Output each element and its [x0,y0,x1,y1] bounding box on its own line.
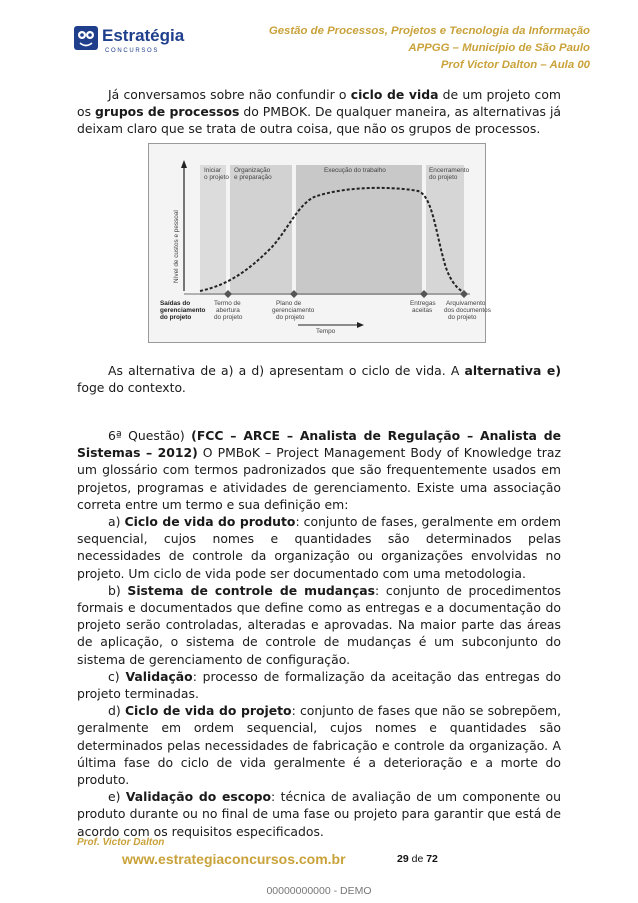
option-d: d) Ciclo de vida do projeto: conjunto de fases que não se sobrepõem, geralmente em ordem sequencial, cujos nomes e quantidades são determinados pelas necessidades de fabricação e controle da organização. A última fase do ciclo de vida geralmente é a deterioração e a morte do produto. [77,703,562,788]
estrategia-logo [74,22,204,56]
option-e: e) Validação do escopo: técnica de avaliação de um componente ou produto durante ou no final de uma fase ou projeto para garantir que está de acordo com os requisitos especificados. [77,789,561,839]
output-charter: Termo de abertura do projeto [214,300,243,321]
question-stem: 6ª Questão) (FCC – ARCE – Analista de Regulação – Analista de Sistemas – 2012) O PMBoK – Project Management Body of Knowledge traz um glossário com termos padronizados que são frequentemente usados em projetos, programas e atividades de gerenciamento. Existe uma associação correta entre um termo e sua definição em: [77,428,561,512]
brand-name: Estratégia [102,26,185,45]
phase-column-initiate [200,165,226,295]
phase-label-execute: Execução do trabalho [324,167,386,174]
outputs-label: Saídas do gerenciamento do projeto [160,300,206,321]
header-line-1: Gestão de Processos, Projetos e Tecnologia da Informação [268,25,590,37]
phase-label-initiate: Iniciar o projeto [204,167,229,181]
output-plan: Plano de gerenciamento do projeto [272,300,315,321]
phase-label-close: Encerramento do projeto [429,167,470,181]
header-line-2: APPGG – Município de São Paulo [408,42,590,54]
page-number: 29 de 72 [397,853,438,865]
output-archive: Arquivamento dos documentos do projeto [444,300,491,321]
footer-url[interactable]: www.estrategiaconcursos.com.br [122,851,346,867]
phase-label-organize: Organização e preparação [234,167,272,181]
option-c: c) Validação: processo de formalização da aceitação das entregas do projeto terminadas. [77,668,561,702]
project-life-cycle-figure [148,143,491,343]
footer-author: Prof. Victor Dalton [77,837,165,848]
brand-sub: C O N C U R S O S [105,48,158,54]
y-axis-label: Nível de custos e pessoal [173,210,180,283]
phase-column-execute [296,165,422,295]
phase-column-close [426,165,464,295]
question-block [77,427,561,840]
header-line-3: Prof Victor Dalton – Aula 00 [440,59,590,71]
after-figure-paragraph: As alternativa de a) a d) apresentam o ciclo de vida. A alternativa e) foge do contexto. [77,363,561,396]
option-a: a) Ciclo de vida do produto: conjunto de fases, geralmente em ordem sequencial, cujos nomes e quantidades são determinados pelas necessidades de controle da organização ou organizações envolvidas no projeto. Um ciclo de vida pode ser documentado com uma metodologia. [77,514,562,581]
x-axis-label: Tempo [316,328,336,335]
page-header [230,23,590,74]
output-deliverables: Entregas aceitas [410,300,436,314]
option-b: b) Sistema de controle de mudanças: conjunto de procedimentos formais e documentados que define como as entregas e a documentação do projeto serão controladas, alteradas e aprovadas. Na maior parte das áreas de aplicação, o sistema de controle de mudanças é um subconjunto do sistema de gerenciamento de configuração. [77,582,562,667]
intro-paragraph: Já conversamos sobre não confundir o ciclo de vida de um projeto com os grupos de processos do PMBOK. De qualquer maneira, as alternativas já deixam claro que se trata de outra coisa, que não os grupos de processos. [77,87,561,137]
demo-watermark: 00000000000 - DEMO [266,885,372,897]
